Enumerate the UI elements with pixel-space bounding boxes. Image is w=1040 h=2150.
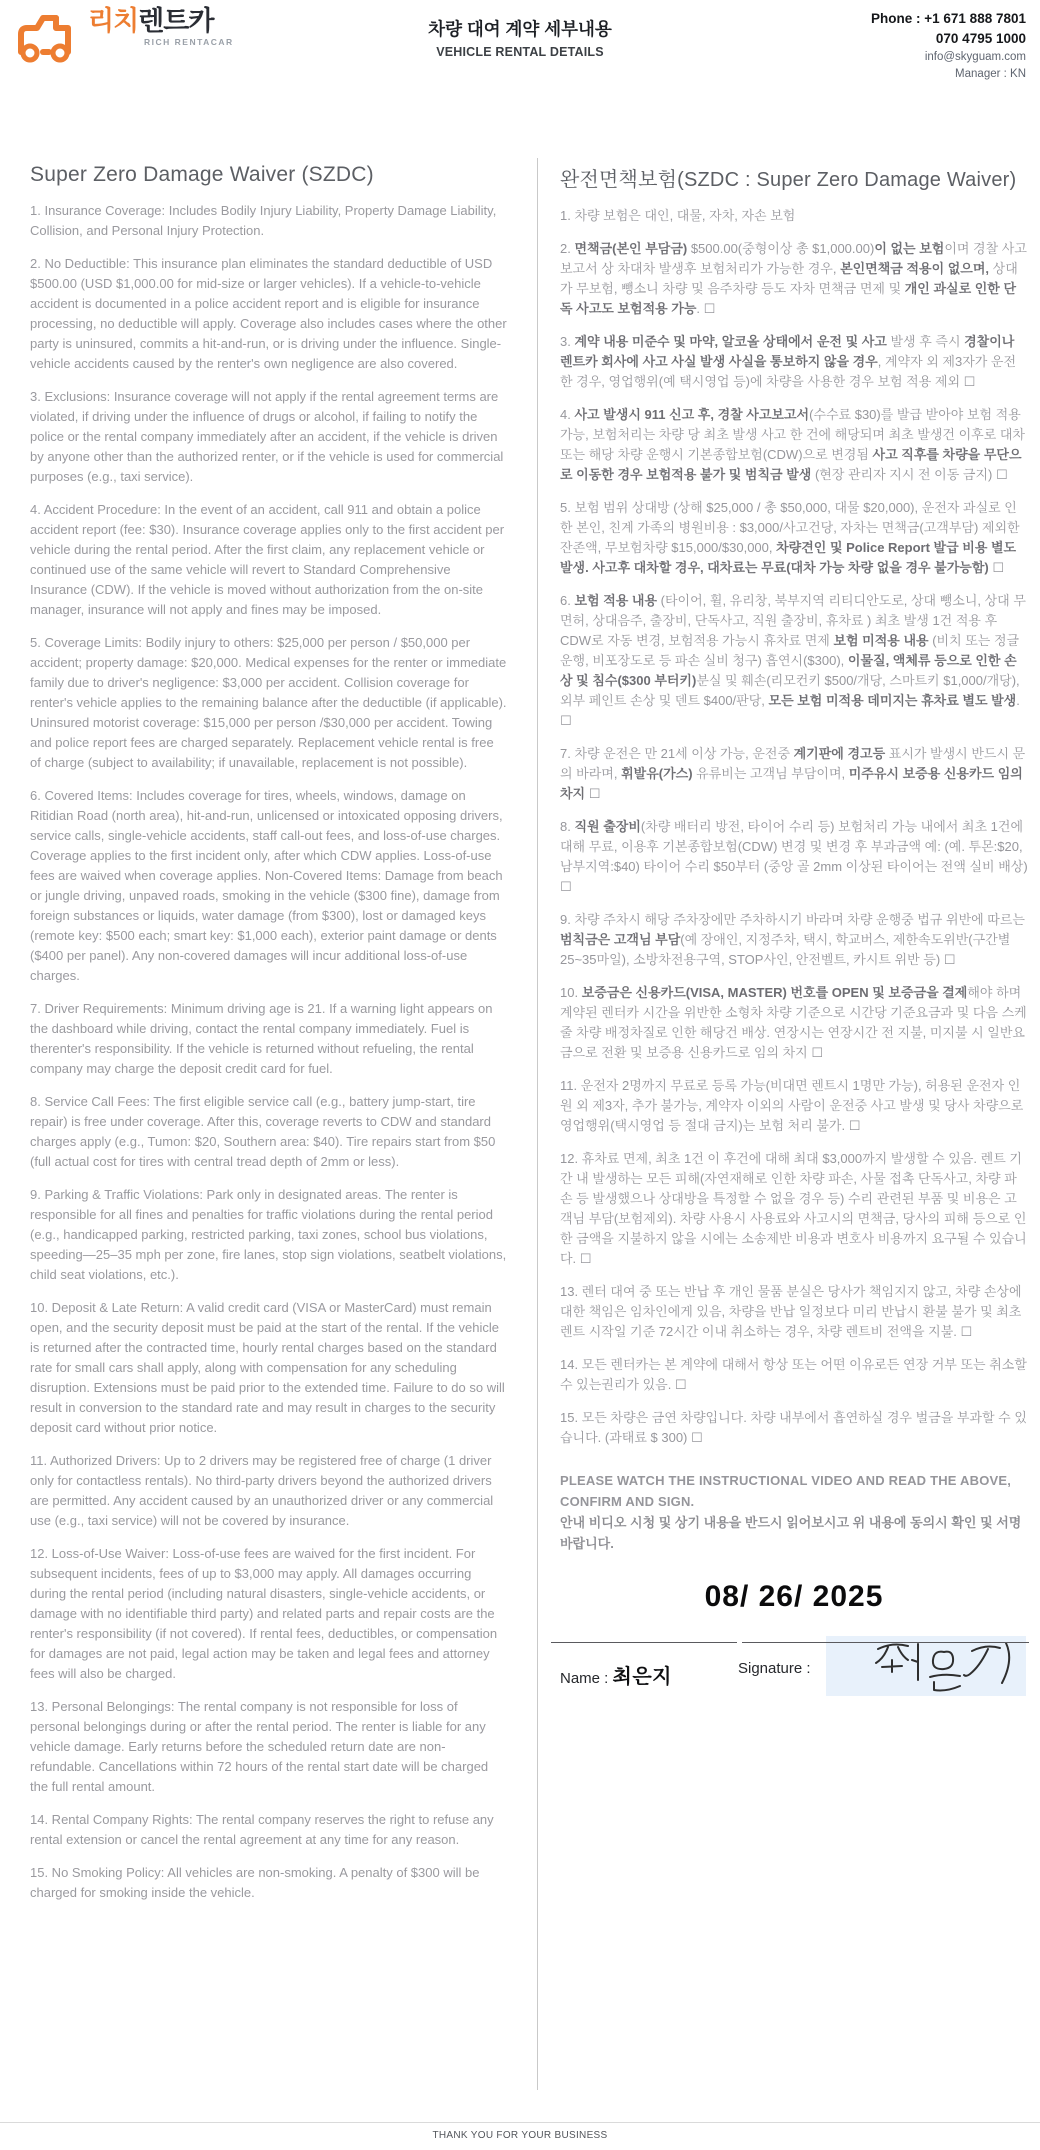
notice-korean: 안내 비디오 시청 및 상기 내용을 반드시 읽어보시고 위 내용에 동의시 확인 및 서명 바랍니다. bbox=[560, 1515, 1022, 1551]
signature-scribble bbox=[826, 1636, 1026, 1696]
korean-terms-column bbox=[560, 163, 1028, 1706]
contact-email: info@skyguam.com bbox=[924, 51, 1026, 63]
notice-english-line1: PLEASE WATCH THE INSTRUCTIONAL VIDEO AND READ THE ABOVE, bbox=[560, 1473, 1012, 1488]
term-paragraph: 3. Exclusions: Insurance coverage will not apply if the rental agreement terms are violated, if driving under the influence of drugs or alcohol, if failing to notify the police or the rental company immediately after an accident, if the vehicle is driven by anyone other than the authorized renter, or if the vehicle is used for commercial purposes (e.g., taxi service). bbox=[30, 389, 504, 484]
term-paragraph: 8. 직원 출장비(차량 배터리 방전, 타이어 수리 등) 보험처리 가능 내에서 최초 1건에 대해 무료, 이용후 기본종합보험(CDW) 변경 및 변경 후 부과금액 예: (예. 투몬:$20, 남부지역:$40) 타이어 수리 $50부터 (중앙 골 2mm 이상된 타이어는 전액 실비 배상) ☐ bbox=[560, 819, 1028, 894]
english-terms-title: Super Zero Damage Waiver (SZDC) bbox=[30, 163, 374, 186]
term-paragraph: 8. Service Call Fees: The first eligible service call (e.g., battery jump-start, tire repair) is free under coverage. After this, coverage reverts to CDW and standard charges apply (e.g., Tumon: $20, Southern area: $40). Tire repairs start from $50 (full actual cost for tires with central tread depth of 2mm or less). bbox=[30, 1094, 496, 1169]
right-terms-list bbox=[560, 206, 1028, 1448]
term-paragraph: 1. Insurance Coverage: Includes Bodily Injury Liability, Property Damage Liability, Collision, and Personal Injury Protection. bbox=[30, 203, 497, 238]
term-paragraph: 14. 모든 렌터카는 본 계약에 대해서 항상 또는 어떤 이유로든 연장 거부 또는 취소할 수 있는권리가 있음. ☐ bbox=[560, 1357, 1027, 1392]
term-paragraph: 10. Deposit & Late Return: A valid credit card (VISA or MasterCard) must remain open, and the security deposit must be paid at the start of the rental. If the vehicle is returned after the contracted time, hourly rental charges based on the standard rate for small cars shall apply, along with compensation for any scheduling disruption. Extensions must be paid prior to the extended time. Failure to do so will result in conversion to the standard rate and may result in charges to the security deposit card without prior notice. bbox=[30, 1300, 505, 1435]
contact-block bbox=[871, 9, 1026, 82]
footer-thanks-text: THANK YOU FOR YOUR BUSINESS bbox=[432, 2130, 608, 2141]
column-divider bbox=[537, 158, 538, 2090]
term-paragraph: 11. Authorized Drivers: Up to 2 drivers may be registered free of charge (1 driver only for contactless rentals). No third-party drivers beyond the authorized drivers are permitted. Any accident caused by an unauthorized driver or any commercial use (e.g., taxi service) will not be covered by insurance. bbox=[30, 1453, 494, 1528]
term-paragraph: 12. Loss-of-Use Waiver: Loss-of-use fees are waived for the first incident. For subsequent incidents, fees of up to $3,000 may apply. All damages occurring during the rental period (including natural disasters, single-vehicle accidents, or damage with no identifiable third party) and related parts and repair costs are the renter's responsibility (if not covered). If rental fees, deductibles, or compensation for damages are not paid, legal action may be taken and legal fees and attorney fees will also be charged. bbox=[30, 1546, 498, 1681]
left-terms-list bbox=[30, 201, 508, 1903]
signature-row bbox=[560, 1642, 1028, 1706]
signature-underline bbox=[560, 1642, 1028, 1644]
term-paragraph: 2. 면책금(본인 부담금) $500.00(중형이상 총 $1,000.00)이 없는 보험이며 경찰 사고보고서 상 차대차 발생후 보험처리가 가능한 경우, 본인면책금 적용이 없으며, 상대가 무보험, 뺑소니 차량 및 음주차량 등도 자차 면책금 면제 및 개인 과실로 인한 단독 사고도 보험적용 가능. ☐ bbox=[560, 241, 1027, 316]
term-paragraph: 13. 렌터 대여 중 또는 반납 후 개인 물품 분실은 당사가 책임지지 않고, 차량 손상에 대한 책임은 임차인에게 있음, 차량을 반납 일정보다 미리 반납시 환불 불가 및 최초 렌트 시작일 기준 72시간 이내 취소하는 경우, 차량 렌트비 전액을 지불. ☐ bbox=[560, 1284, 1022, 1339]
term-paragraph: 11. 운전자 2명까지 무료로 등록 가능(비대면 렌트시 1명만 가능), 허용된 운전자 인원 외 제3자, 추가 불가능, 계약자 이외의 사람이 운전중 사고 발생 및 당사 차량으로 영업행위(택시영업 등 절대 금지)는 보험 처리 불가. ☐ bbox=[560, 1078, 1024, 1133]
brand-name-dark: 렌트카 bbox=[138, 6, 214, 36]
korean-terms-title: 완전면책보험(SZDC : Super Zero Damage Waiver) bbox=[560, 169, 1017, 191]
term-paragraph: 6. 보험 적용 내용 (타이어, 휠, 유리창, 북부지역 리티디안도로, 상대 뺑소니, 상대 무면허, 상대음주, 출장비, 단독사고, 직원 출장비, 휴차료 ) 최초 발생 1건 적용 후 CDW로 자동 변경, 보험적용 가능시 휴차료 면제 보험 미적용 내용 (비치 또는 정글 운행, 비포장도로 등 파손 실비 청구) 흡연시($300), 이물질, 액체류 등으로 인한 손상 및 침수($300 부터키)분실 및 훼손(리모컨키 $500/개당, 스마트키 $1,000/개당), 외부 페인트 손상 및 덴트 $400/판당, 모든 보험 미적용 데미지는 휴차료 별도 발생. ☐ bbox=[560, 593, 1026, 728]
term-paragraph: 2. No Deductible: This insurance plan eliminates the standard deductible of USD $500.00 (USD $1,000.00 for mid-size or larger vehicles). If a vehicle-to-vehicle accident is documented in a police accident report and is eligible for insurance processing, no deductible will apply. Coverage also includes cases where the other party is uninsured, commits a hit-and-run, or is driving under the influence. Single-vehicle accidents caused by the renter's own negligence are also covered. bbox=[30, 256, 507, 371]
term-paragraph: 7. Driver Requirements: Minimum driving age is 21. If a warning light appears on the dashboard while driving, contact the rental company immediately. Fuel is therenter's responsibility. If the vehicle is returned without refueling, the rental company may charge the deposit credit card for fuel. bbox=[30, 1001, 493, 1076]
term-paragraph: 1. 차량 보험은 대인, 대물, 자차, 자손 보험 bbox=[560, 208, 796, 223]
page-header bbox=[0, 0, 1040, 90]
contact-manager: Manager : KN bbox=[955, 67, 1026, 80]
term-paragraph: 13. Personal Belongings: The rental company is not responsible for loss of personal belongings during or after the rental period. The renter is liable for any vehicle damage. Early returns before the scheduled return date are non-refundable. Cancellations within 72 hours of the rental start date will be charged the full rental amount. bbox=[30, 1699, 489, 1794]
term-paragraph: 5. Coverage Limits: Bodily injury to others: $25,000 per person / $50,000 per accident; property damage: $20,000. Medical expenses for the renter or immediate family due to driver's negligence: $3,000 per accident. Collision coverage for renter's vehicle applies to the remaining balance after the deductible (if applicable). Uninsured motorist coverage: $15,000 per person /$30,000 per accident. Towing and police report fees are charged separately. Replacement vehicle rental is free of charge (subject to availability; if unavailable, replacement is not possible). bbox=[30, 635, 507, 770]
signature-label: Signature : bbox=[738, 1660, 811, 1677]
signature-field[interactable] bbox=[826, 1636, 1026, 1696]
notice-english-line2: CONFIRM AND SIGN. bbox=[560, 1494, 695, 1509]
document-title-english: VEHICLE RENTAL DETAILS bbox=[436, 45, 604, 59]
term-paragraph: 4. Accident Procedure: In the event of an accident, call 911 and obtain a police accident report (fee: $30). Insurance coverage applies only to the first accident per vehicle during the rental period. After the first claim, any replacement vehicle or continued use of the same vehicle will revert to Standard Comprehensive Insurance (CDW). If the vehicle is moved without authorization from the on-site manager, insurance will not apply and fines may be imposed. bbox=[30, 502, 505, 617]
term-paragraph: 14. Rental Company Rights: The rental company reserves the right to refuse any rental extension or cancel the rental agreement at any time for any reason. bbox=[30, 1812, 494, 1847]
term-paragraph: 7. 차량 운전은 만 21세 이상 가능, 운전중 계기판에 경고등 표시가 발생시 반드시 문의 바라며, 휘발유(가스) 유류비는 고객님 부담이며, 미주유시 보증용 신용카드 임의 차지 ☐ bbox=[560, 746, 1026, 801]
contract-date: 08/ 26/ 2025 bbox=[704, 1580, 884, 1613]
name-label bbox=[560, 1660, 672, 1689]
page-footer bbox=[0, 2122, 1040, 2141]
term-paragraph: 3. 계약 내용 미준수 및 마약, 알코올 상태에서 운전 및 사고 발생 후 즉시 경찰이나 렌트카 회사에 사고 사실 발생 사실을 통보하지 않을 경우, 계약자 외 제3자가 운전한 경우, 영업행위(예 택시영업 등)에 차량을 사용한 경우 보험 적용 제외 ☐ bbox=[560, 334, 1017, 389]
term-paragraph: 5. 보험 범위 상대방 (상해 $25,000 / 총 $50,000, 대물 $20,000), 운전자 과실로 인한 본인, 친계 가족의 병원비용 : $3,000/사고건당, 자차는 면책금(고객부담) 제외한 잔존액, 무보험차량 $15,000/$30,000, 차량견인 및 Police Report 발급 비용 별도 발생. 사고후 대차할 경우, 대차료는 무료(대차 가능 차량 없을 경우 불가능함) ☐ bbox=[560, 500, 1020, 575]
term-paragraph: 4. 사고 발생시 911 신고 후, 경찰 사고보고서(수수료 $30)를 발급 받아야 보험 적용 가능, 보험처리는 차량 당 최초 발생 사고 한 건에 해당되며 최초 발생건 이후로 대차 또는 해당 차량 운행시 기본종합보험(CDW)으로 변경됨 사고 직후를 차량을 무단으로 이동한 경우 보험적용 불가 및 범칙금 발생 (현장 관리자 지시 전 이동 금지) ☐ bbox=[560, 407, 1025, 482]
name-label-text: Name : bbox=[560, 1670, 609, 1687]
brand-subtitle: RICH RENTACAR bbox=[144, 37, 234, 47]
term-paragraph: 9. Parking & Traffic Violations: Park only in designated areas. The renter is responsible for all fines and penalties for traffic violations during the rental period (e.g., handicapped parking, restricted parking, taxi zones, school bus violations, speeding—25–35 mph per zone, fire lanes, stop sign violations, seatbelt violations, child seat violations, etc.). bbox=[30, 1187, 507, 1282]
brand-name-orange: 리치 bbox=[88, 6, 139, 36]
document-title-korean: 차량 대여 계약 세부내용 bbox=[428, 19, 612, 39]
phone-secondary: 070 4795 1000 bbox=[935, 31, 1026, 46]
term-paragraph: 15. 모든 차량은 금연 차량입니다. 차량 내부에서 흡연하실 경우 벌금을 부과할 수 있습니다. (과태료 $ 300) ☐ bbox=[560, 1410, 1027, 1445]
term-paragraph: 15. No Smoking Policy: All vehicles are non-smoking. A penalty of $300 will be charged for smoking inside the vehicle. bbox=[30, 1865, 480, 1900]
term-paragraph: 9. 차량 주차시 해당 주차장에만 주차하시기 바라며 차량 운행중 법규 위반에 따르는 범칙금은 고객님 부담(예 장애인, 지정주차, 택시, 학교버스, 제한속도위반(구간별 25~35마일), 소방차전용구역, STOP사인, 안전벨트, 카시트 위반 등) ☐ bbox=[560, 912, 1025, 967]
english-terms-column bbox=[30, 163, 508, 1916]
phone-primary: Phone : +1 671 888 7801 bbox=[871, 11, 1026, 26]
term-paragraph: 12. 휴차료 면제, 최초 1건 이 후건에 대해 최대 $3,000까지 발생할 수 있음. 렌트 기간 내 발생하는 모든 피해(자연재해로 인한 차량 파손, 사물 접촉 단독사고, 차량 파손 등 발생했으나 상대방을 특정할 수 없을 경우 등) 수리 관련된 부품 및 비용은 고객님 부담(보험제외). 차량 사용시 사용료와 사고시의 면책금, 당사의 피해 등으로 인한 금액을 지불하지 않을 시에는 소송제반 비용과 변호사 비용까지 요구될 수 있습니다. ☐ bbox=[560, 1151, 1027, 1266]
confirmation-notice bbox=[560, 1470, 1028, 1554]
renter-name: 최은지 bbox=[612, 1666, 672, 1688]
term-paragraph: 6. Covered Items: Includes coverage for tires, wheels, windows, damage on Ritidian Road (north area), hit-and-run, unlicensed or intoxicated opposing drivers, service calls, single-vehicle accidents, staff call-out fees, and loss-of-use charges. Coverage applies to the first incident only, after which CDW applies. Loss-of-use fees are waived when coverage applies. Non-Covered Items: Damage from beach or jungle driving, unpaved roads, smoking in the vehicle ($300 fine), damage from foreign substances or liquids, water damage (from $300), lost or damaged keys (remote key: $500 each; smart key: $1,000 each), exterior paint damage or dents ($400 per panel). Any non-covered damages will incur additional loss-of-use charges. bbox=[30, 788, 503, 983]
term-paragraph: 10. 보증금은 신용카드(VISA, MASTER) 번호를 OPEN 및 보증금을 결제해야 하며 계약된 렌터카 시간을 위반한 소형차 차량 기준으로 시간당 기준요금과 및 다음 스케줄 차량 배정차질로 인한 해당건 배상. 연장시는 연장시간 전 지불, 미지불 시 일반요금으로 전환 및 보증용 신용카드로 임의 차지 ☐ bbox=[560, 985, 1027, 1060]
